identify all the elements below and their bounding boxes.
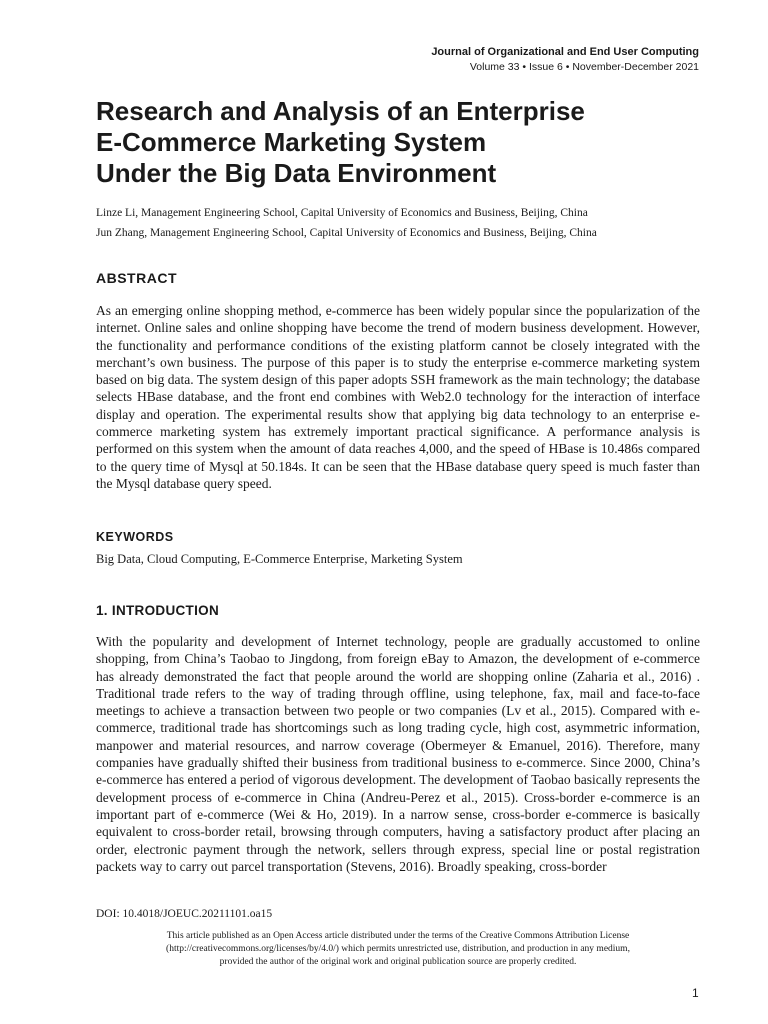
author-affiliation: Jun Zhang, Management Engineering School, Capital University of Economics and Business, Beijing, China: [96, 227, 597, 239]
license-line: This article published as an Open Access article distributed under the terms of the Creative Commons Attribution License: [166, 931, 630, 941]
author-affiliation: Linze Li, Management Engineering School, Capital University of Economics and Business, Beijing, China: [96, 207, 588, 219]
abstract-heading: ABSTRACT: [96, 270, 177, 286]
journal-header: [431, 45, 699, 75]
keywords-text: Big Data, Cloud Computing, E-Commerce Enterprise, Marketing System: [96, 552, 463, 566]
introduction-heading: 1. INTRODUCTION: [96, 603, 220, 618]
doi: DOI: 10.4018/JOEUC.20211101.oa15: [96, 908, 273, 920]
abstract-text: As an emerging online shopping method, e-commerce has been widely popular since the popularization of the internet. Online sales and online shopping have become the trend of modern business development. However, the functionality and performance conditions of the existing platform cannot be closely integrated with the merchant’s own business. The purpose of this paper is to study the enterprise e-commerce marketing system based on big data. The system design of this paper adopts SSH framework as the main technology; the database selects HBase database, and the front end combines with Web2.0 technology for the interaction of interface display and operation. The experimental results show that applying big data technology to an enterprise e-commerce marketing system has extremely important practical significance. A performance analysis is performed on this system when the amount of data reaches 4,000, and the speed of HBase is 10.486s compared to the query time of Mysql at 50.184s. It can be seen that the HBase database query speed is much faster than the Mysql database query speed.: [96, 303, 700, 491]
keywords-heading: KEYWORDS: [96, 530, 174, 544]
page-number: 1: [692, 986, 699, 1000]
license-notice: [96, 930, 700, 969]
title-line: Under the Big Data Environment: [96, 158, 497, 188]
paper-title: [96, 96, 696, 189]
license-line: (http://creativecommons.org/licenses/by/4.0/) which permits unrestricted use, distribution, and production in any medium,: [166, 944, 630, 954]
journal-name: Journal of Organizational and End User Computing: [431, 46, 699, 58]
license-line: provided the author of the original work and original publication source are properly credited.: [219, 957, 577, 967]
introduction-text: With the popularity and development of Internet technology, people are gradually accustomed to online shopping, from China’s Taobao to Jingdong, from foreign eBay to Amazon, the development of e-commerce has already demonstrated the fact that people around the world are shopping online (Zaharia et al., 2016) . Traditional trade refers to the way of trading through offline, using telephone, fax, mail and face-to-face meetings to achieve a transaction between two people or two companies (Lv et al., 2015). Compared with e-commerce, traditional trade has shortcomings such as long trading cycle, high cost, asymmetric information, manpower and material resources, and narrow coverage (Obermeyer & Emanuel, 2016). Therefore, many companies have gradually shifted their business from traditional business to e-commerce. Since 2000, China’s e-commerce has entered a period of vigorous development. The development of Taobao basically represents the development process of e-commerce in China (Andreu-Perez et al., 2015). Cross-border e-commerce is an important part of e-commerce (Wei & Ho, 2019). In a narrow sense, cross-border e-commerce is basically equivalent to cross-border retail, browsing through computers, having a satisfactory product after placing an order, electronic payment through the network, sellers through express, special line or postal registration packets way to carry out parcel transportation (Stevens, 2016). Broadly speaking, cross-border: [96, 634, 700, 874]
journal-issue: Volume 33 • Issue 6 • November-December 2021: [469, 61, 699, 73]
title-line: E-Commerce Marketing System: [96, 127, 487, 157]
title-line: Research and Analysis of an Enterprise: [96, 96, 585, 126]
